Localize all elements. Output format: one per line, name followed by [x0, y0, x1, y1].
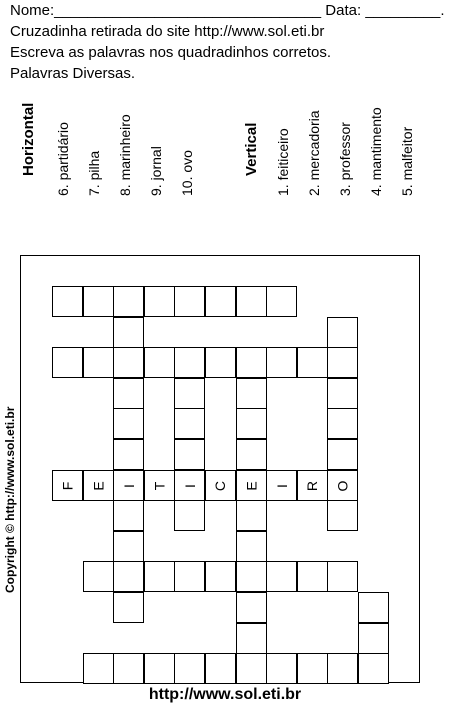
grid-cell[interactable] — [144, 561, 175, 592]
grid-cell[interactable] — [144, 653, 175, 684]
grid-cell[interactable] — [205, 653, 236, 684]
grid-cell[interactable] — [236, 347, 267, 378]
grid-cell[interactable] — [174, 378, 205, 409]
grid-cell[interactable] — [327, 470, 358, 501]
grid-cell[interactable] — [297, 653, 328, 684]
grid-cell[interactable] — [358, 592, 389, 623]
grid-cell[interactable] — [327, 653, 358, 684]
grid-letter: C — [212, 480, 229, 491]
grid-cell[interactable] — [113, 531, 144, 562]
grid-cell[interactable] — [174, 500, 205, 531]
grid-cell[interactable] — [113, 286, 144, 317]
grid-cell[interactable] — [236, 500, 267, 531]
grid-cell[interactable] — [205, 561, 236, 592]
grid-cell[interactable] — [174, 439, 205, 470]
grid-cell[interactable] — [113, 500, 144, 531]
grid-cell[interactable] — [205, 286, 236, 317]
grid-cell[interactable] — [327, 439, 358, 470]
grid-cell[interactable] — [83, 653, 114, 684]
grid-cell[interactable] — [297, 470, 328, 501]
grid-cell[interactable] — [144, 347, 175, 378]
grid-letter: E — [90, 480, 107, 491]
copyright-note: Copyright © http://www.sol.eti.br — [3, 406, 17, 593]
grid-cell[interactable] — [205, 347, 236, 378]
horizontal-title: Horizontal — [20, 102, 37, 176]
grid-cell[interactable] — [266, 653, 297, 684]
grid-cell[interactable] — [327, 347, 358, 378]
grid-cell[interactable] — [113, 317, 144, 348]
grid-letter: I — [273, 483, 290, 488]
grid-cell[interactable] — [113, 653, 144, 684]
grid-cell[interactable] — [113, 561, 144, 592]
grid-cell[interactable] — [327, 500, 358, 531]
grid-cell[interactable] — [174, 408, 205, 439]
clue-horizontal-10: 10. ovo — [179, 150, 195, 196]
clue-vertical-5: 5. malfeitor — [399, 126, 415, 196]
name-date-line: Nome:________________________________ Data: _________. — [10, 2, 445, 19]
grid-cell[interactable] — [236, 286, 267, 317]
clue-horizontal-7: 7. pilha — [86, 150, 102, 196]
grid-cell[interactable] — [83, 347, 114, 378]
grid-cell[interactable] — [144, 470, 175, 501]
grid-cell[interactable] — [266, 286, 297, 317]
grid-letter: O — [334, 480, 351, 491]
grid-cell[interactable] — [113, 592, 144, 623]
grid-cell[interactable] — [83, 286, 114, 317]
grid-cell[interactable] — [236, 531, 267, 562]
grid-cell[interactable] — [236, 378, 267, 409]
grid-cell[interactable] — [174, 561, 205, 592]
grid-cell[interactable] — [297, 561, 328, 592]
grid-cell[interactable] — [174, 470, 205, 501]
grid-cell[interactable] — [113, 378, 144, 409]
grid-cell[interactable] — [113, 408, 144, 439]
grid-cell[interactable] — [52, 286, 83, 317]
grid-cell[interactable] — [174, 347, 205, 378]
grid-cell[interactable] — [236, 439, 267, 470]
grid-cell[interactable] — [113, 439, 144, 470]
grid-letter: E — [243, 480, 260, 491]
grid-cell[interactable] — [83, 561, 114, 592]
grid-cell[interactable] — [236, 561, 267, 592]
clue-horizontal-8: 8. marinheiro — [117, 114, 133, 196]
grid-cell[interactable] — [358, 623, 389, 654]
grid-cell[interactable] — [297, 347, 328, 378]
clue-horizontal-9: 9. jornal — [148, 146, 164, 196]
grid-cell[interactable] — [113, 347, 144, 378]
grid-cell[interactable] — [266, 561, 297, 592]
clue-vertical-3: 3. professor — [337, 122, 353, 196]
grid-cell[interactable] — [236, 470, 267, 501]
grid-cell[interactable] — [174, 653, 205, 684]
grid-letter: F — [59, 481, 76, 490]
grid-cell[interactable] — [83, 470, 114, 501]
grid-cell[interactable] — [174, 286, 205, 317]
grid-cell[interactable] — [266, 347, 297, 378]
instructions-line: Escreva as palavras nos quadradinhos corretos. — [10, 44, 332, 61]
grid-cell[interactable] — [236, 592, 267, 623]
grid-cell[interactable] — [358, 653, 389, 684]
grid-cell[interactable] — [52, 347, 83, 378]
grid-letter: I — [181, 483, 198, 488]
clue-horizontal-6: 6. partidário — [55, 122, 71, 196]
grid-letter: R — [304, 480, 321, 491]
clue-vertical-1: 1. feiticeiro — [275, 128, 291, 196]
grid-cell[interactable] — [327, 378, 358, 409]
grid-letter: I — [120, 483, 137, 488]
grid-cell[interactable] — [236, 623, 267, 654]
theme-line: Palavras Diversas. — [10, 65, 136, 82]
grid-cell[interactable] — [236, 408, 267, 439]
grid-cell[interactable] — [327, 317, 358, 348]
vertical-title: Vertical — [243, 122, 260, 176]
grid-cell[interactable] — [266, 470, 297, 501]
grid-cell[interactable] — [236, 653, 267, 684]
grid-cell[interactable] — [205, 470, 236, 501]
grid-cell[interactable] — [52, 470, 83, 501]
clue-vertical-2: 2. mercadoria — [306, 110, 322, 196]
footer-url: http://www.sol.eti.br — [148, 686, 302, 703]
grid-cell[interactable] — [327, 561, 358, 592]
clue-vertical-4: 4. mantimento — [368, 107, 384, 196]
grid-cell[interactable] — [144, 286, 175, 317]
grid-letter: T — [151, 481, 168, 490]
grid-cell[interactable] — [327, 408, 358, 439]
grid-cell[interactable] — [113, 470, 144, 501]
source-line: Cruzadinha retirada do site http://www.sol.eti.br — [10, 23, 325, 40]
